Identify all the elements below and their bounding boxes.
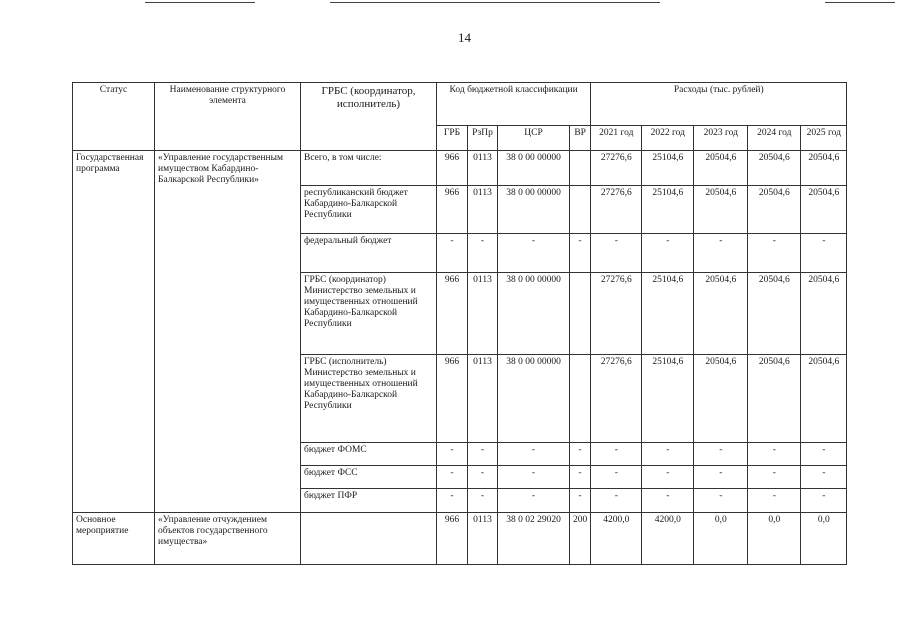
header-year-2025: 2025 год — [801, 126, 847, 151]
cell-2023: 20504,6 — [694, 273, 748, 355]
cell-2025: 20504,6 — [801, 273, 847, 355]
cell-rzpr: 0113 — [468, 513, 498, 565]
cell-2025: - — [801, 489, 847, 513]
cell-2022: 25104,6 — [642, 186, 694, 234]
header-code-grb: ГРБ — [437, 126, 468, 151]
cell-2025: - — [801, 466, 847, 489]
row-grbs: бюджет ПФР — [301, 489, 437, 513]
cell-2024: 0,0 — [748, 513, 801, 565]
cell-2024: - — [748, 443, 801, 466]
cell-vr: 200 — [570, 513, 591, 565]
cell-vr — [570, 186, 591, 234]
cell-2024: 20504,6 — [748, 151, 801, 186]
cell-rzpr: 0113 — [468, 355, 498, 443]
cell-grb: 966 — [437, 355, 468, 443]
cell-vr: - — [570, 443, 591, 466]
cell-vr: - — [570, 466, 591, 489]
header-structural-name: Наименование структурного элемента — [155, 83, 301, 151]
cell-2023: - — [694, 466, 748, 489]
cell-2024: - — [748, 466, 801, 489]
cell-grb: - — [437, 466, 468, 489]
cell-vr — [570, 151, 591, 186]
cell-2022: - — [642, 489, 694, 513]
row-grbs: Всего, в том числе: — [301, 151, 437, 186]
cell-grb: 966 — [437, 151, 468, 186]
header-year-2021: 2021 год — [591, 126, 642, 151]
cell-2022: 25104,6 — [642, 273, 694, 355]
cell-rzpr: - — [468, 489, 498, 513]
cell-vr — [570, 273, 591, 355]
cell-csr: - — [498, 466, 570, 489]
cell-grb: 966 — [437, 273, 468, 355]
row-grbs: ГРБС (координатор) Министерство земельных и имущественных отношений Кабардино-Балкарской Республики — [301, 273, 437, 355]
cell-csr: 38 0 00 00000 — [498, 355, 570, 443]
header-year-2023: 2023 год — [694, 126, 748, 151]
cell-2021: - — [591, 489, 642, 513]
cell-csr: 38 0 00 00000 — [498, 186, 570, 234]
cell-2022: - — [642, 234, 694, 273]
row-grbs: бюджет ФСС — [301, 466, 437, 489]
header-code-vr: ВР — [570, 126, 591, 151]
cell-2024: - — [748, 489, 801, 513]
cell-rzpr: - — [468, 443, 498, 466]
cell-2025: 20504,6 — [801, 186, 847, 234]
row-grbs: ГРБС (исполнитель) Министерство земельных и имущественных отношений Кабардино-Балкарской Республики — [301, 355, 437, 443]
cell-csr: - — [498, 443, 570, 466]
cell-2023: - — [694, 443, 748, 466]
header-year-2022: 2022 год — [642, 126, 694, 151]
cell-2023: - — [694, 234, 748, 273]
cell-csr: 38 0 00 00000 — [498, 273, 570, 355]
cell-2021: 27276,6 — [591, 355, 642, 443]
cell-grb: - — [437, 489, 468, 513]
cell-2024: - — [748, 234, 801, 273]
cell-grb: 966 — [437, 513, 468, 565]
cell-2025: 20504,6 — [801, 355, 847, 443]
cell-csr: 38 0 00 00000 — [498, 151, 570, 186]
cell-grb: - — [437, 443, 468, 466]
cell-grb: - — [437, 234, 468, 273]
cell-2022: - — [642, 443, 694, 466]
row-grbs: бюджет ФОМС — [301, 443, 437, 466]
cell-grb: 966 — [437, 186, 468, 234]
cell-2023: 20504,6 — [694, 355, 748, 443]
cell-csr: - — [498, 234, 570, 273]
cell-2021: 4200,0 — [591, 513, 642, 565]
activity-status: Основное мероприятие — [73, 513, 155, 565]
cell-2021: - — [591, 443, 642, 466]
cell-2022: 25104,6 — [642, 355, 694, 443]
activity-name: «Управление отчуждением объектов государственного имущества» — [155, 513, 301, 565]
table-row — [73, 151, 847, 186]
cell-2023: 0,0 — [694, 513, 748, 565]
cell-2024: 20504,6 — [748, 186, 801, 234]
cell-2021: 27276,6 — [591, 273, 642, 355]
cell-2024: 20504,6 — [748, 355, 801, 443]
cell-2025: - — [801, 443, 847, 466]
header-grbs: ГРБС (координатор, исполнитель) — [301, 83, 437, 151]
cell-csr: - — [498, 489, 570, 513]
cell-2025: 0,0 — [801, 513, 847, 565]
cell-2021: - — [591, 234, 642, 273]
cell-vr — [570, 355, 591, 443]
cell-2024: 20504,6 — [748, 273, 801, 355]
cell-rzpr: 0113 — [468, 186, 498, 234]
table-row — [73, 513, 847, 565]
activity-grbs — [301, 513, 437, 565]
header-status: Статус — [73, 83, 155, 151]
header-code-rzpr: РзПр — [468, 126, 498, 151]
cell-2022: 25104,6 — [642, 151, 694, 186]
cell-2023: - — [694, 489, 748, 513]
row-grbs: федеральный бюджет — [301, 234, 437, 273]
cell-vr: - — [570, 489, 591, 513]
header-year-2024: 2024 год — [748, 126, 801, 151]
scan-top-line-1 — [145, 2, 255, 3]
program-status: Государственная программа — [73, 151, 155, 513]
header-expenses: Расходы (тыс. рублей) — [591, 83, 847, 126]
cell-2022: 4200,0 — [642, 513, 694, 565]
cell-2025: 20504,6 — [801, 151, 847, 186]
scan-top-line-2 — [330, 2, 660, 3]
cell-2021: 27276,6 — [591, 151, 642, 186]
cell-2022: - — [642, 466, 694, 489]
cell-rzpr: - — [468, 234, 498, 273]
cell-vr: - — [570, 234, 591, 273]
cell-rzpr: 0113 — [468, 273, 498, 355]
row-grbs: республиканский бюджет Кабардино-Балкарской Республики — [301, 186, 437, 234]
cell-csr: 38 0 02 29020 — [498, 513, 570, 565]
cell-2021: 27276,6 — [591, 186, 642, 234]
header-budget-code: Код бюджетной классификации — [437, 83, 591, 126]
budget-table — [72, 82, 847, 565]
cell-2021: - — [591, 466, 642, 489]
cell-2025: - — [801, 234, 847, 273]
cell-rzpr: - — [468, 466, 498, 489]
header-code-csr: ЦСР — [498, 126, 570, 151]
page-number: 14 — [458, 30, 471, 45]
scan-top-line-3 — [825, 2, 895, 3]
program-name: «Управление государственным имуществом Кабардино-Балкарской Республики» — [155, 151, 301, 513]
cell-2023: 20504,6 — [694, 186, 748, 234]
cell-2023: 20504,6 — [694, 151, 748, 186]
cell-rzpr: 0113 — [468, 151, 498, 186]
